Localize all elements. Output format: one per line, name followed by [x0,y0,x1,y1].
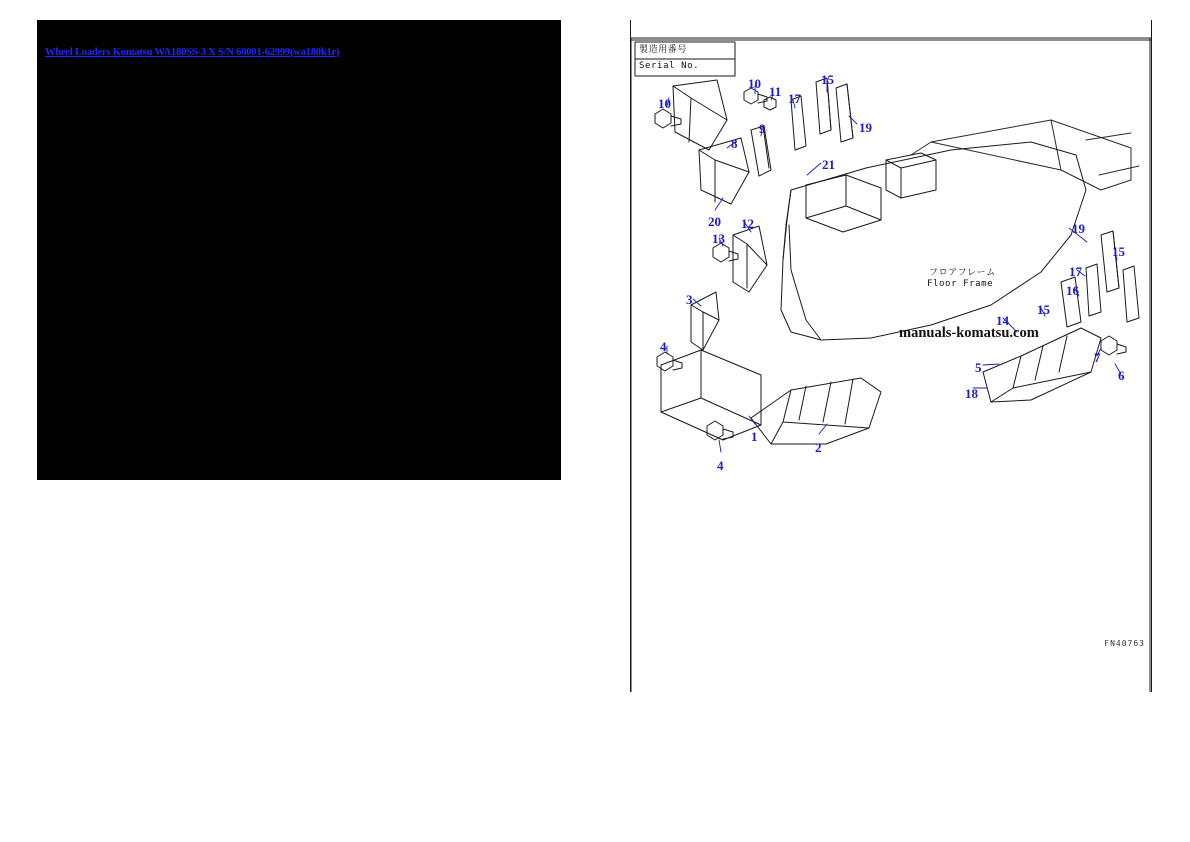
callout-number: 17 [788,91,801,106]
callout-number: 3 [686,292,693,307]
callout-number: 9 [759,121,766,136]
callout-number: 15 [1037,302,1050,317]
callout-number: 20 [708,214,721,229]
serial-no-label-jp: 製造用番号 [639,45,688,55]
callout-number: 6 [1118,368,1125,383]
callout-number: 4 [717,458,724,473]
callout-number: 5 [975,360,982,375]
callout-number: 11 [769,84,782,99]
callout-number: 4 [660,339,667,354]
serial-no-label-en: Serial No. [639,61,700,71]
callout-number: 17 [1069,264,1082,279]
drawing-code: FN40763 [1104,639,1145,648]
callout-number: 8 [731,136,738,151]
callout-number: 15 [1112,244,1125,259]
callout-number: 1 [751,429,758,444]
callout-number: 18 [965,386,978,401]
callout-number: 12 [741,216,754,231]
callout-number: 15 [821,72,834,87]
catalog-title-link[interactable]: Wheel Loaders Komatsu WA180SS-3 X S/N 60001-62999(wa180k1r) [45,47,340,58]
floor-frame-label-en: Floor Frame [927,279,994,289]
preview-panel [37,20,561,480]
callout-number: 19 [1072,221,1085,236]
parts-drawing-panel [630,20,1152,692]
callout-number: 21 [822,157,835,172]
callout-number: 10 [658,96,671,111]
callout-number: 14 [996,313,1009,328]
callout-number: 13 [712,231,725,246]
floor-frame-label-jp: フロアフレーム [929,268,996,278]
callout-number: 7 [1094,350,1101,365]
callout-number: 10 [748,76,761,91]
callout-number: 2 [815,440,822,455]
watermark-text: manuals-komatsu.com [899,325,1039,341]
parts-diagram-illustration [631,20,1151,692]
callout-number: 19 [859,120,872,135]
callout-number: 16 [1066,283,1079,298]
